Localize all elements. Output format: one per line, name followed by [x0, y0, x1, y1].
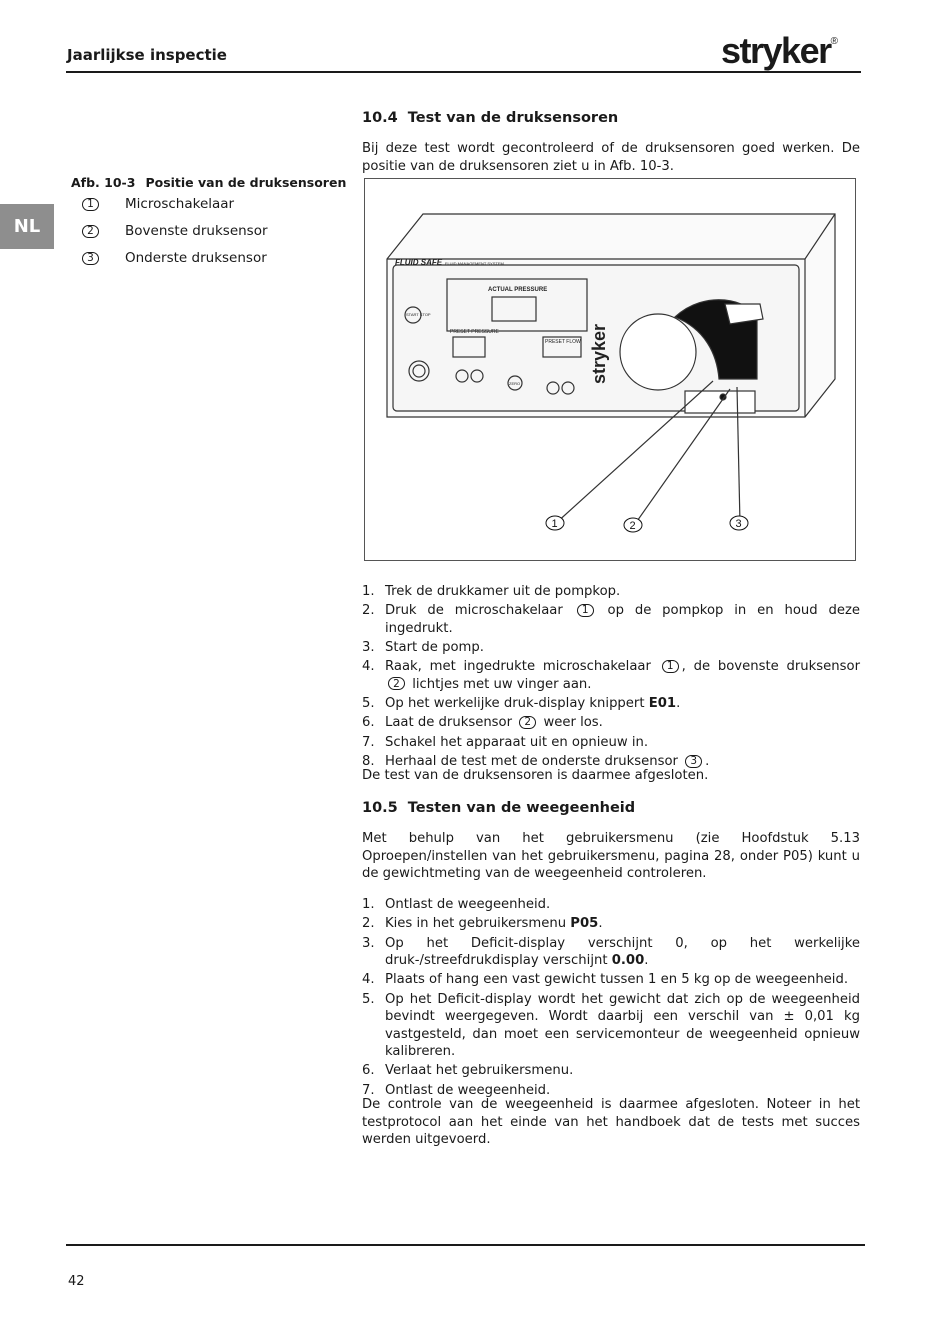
list-item [362, 602, 860, 637]
step-number: 6. [362, 1063, 375, 1079]
step-text [385, 935, 860, 970]
section-intro: Bij deze test wordt gecontroleerd of de druksensoren goed werken. De positie van de druksensoren ziet u in Afb. 10-3. [362, 141, 860, 174]
menu-code: P05 [570, 916, 599, 932]
language-tab-label: NL [13, 216, 41, 237]
language-tab [0, 204, 54, 249]
step-number: 3. [362, 935, 375, 951]
step-number: 4. [362, 659, 375, 675]
device-brand: FLUID SAFE [395, 258, 443, 267]
preset-flow-label: PRESET FLOW [545, 339, 581, 345]
step-number: 1. [362, 584, 375, 599]
device-side-logo: stryker [589, 323, 609, 384]
step-number: 2. [362, 603, 375, 619]
step-text-part: Op het werkelijke druk-display knippert [385, 696, 645, 712]
pump-illustration [364, 178, 856, 561]
step-text: Op het Deficit-display wordt het gewicht dat zich op de weegeenheid bevindt weergegeven. Wordt daarbij een verschil van ± 0,01 kg vastgesteld, dan moet een servicemonteur de weegeenheid opnieuw kalibreren. [385, 991, 860, 1060]
step-text-part: , de bovenste druksensor [681, 659, 860, 675]
legend-label: Microschakelaar [125, 196, 235, 212]
step-text-part: weer los. [543, 715, 603, 731]
steps-10-4 [362, 583, 860, 772]
legend-label: Bovenste druksensor [125, 223, 268, 239]
callout-marker: 1 [577, 604, 594, 617]
step-text-part: op de pompkop in en houd deze ingedrukt. [385, 603, 860, 636]
step-text-part: . [705, 754, 710, 770]
step-text: Plaats of hang een vast gewicht tussen 1 en 5 kg op de weegeenheid. [385, 972, 849, 988]
section-heading-10-5 [362, 800, 635, 816]
running-header: Jaarlijkse inspectie [67, 46, 227, 64]
callout-2: 2 [629, 520, 636, 532]
callout-marker: 2 [388, 677, 405, 690]
step-text: Trek de drukkamer uit de pompkop. [385, 584, 621, 599]
figure-caption-number: Afb. 10-3 [71, 175, 136, 190]
step-text-part: Kies in het gebruikersmenu [385, 916, 567, 932]
logo-registered-mark: ® [830, 36, 837, 47]
callout-marker: 3 [685, 755, 702, 768]
list-item [362, 583, 860, 601]
legend-item [82, 196, 234, 212]
section-number: 10.5 [362, 800, 398, 816]
step-text-part: Herhaal de test met de onderste druksensor [385, 754, 678, 770]
step-text-part: . [644, 953, 649, 969]
step-number: 5. [362, 991, 375, 1007]
list-item [362, 935, 860, 970]
list-item [362, 658, 860, 693]
step-number: 1. [362, 897, 375, 912]
step-text [385, 658, 860, 693]
display-value: 0.00 [611, 953, 645, 969]
step-text [385, 695, 860, 713]
step-text: Ontlast de weegeenheid. [385, 1082, 551, 1098]
legend-label: Onderste druksensor [125, 250, 267, 266]
stryker-logo [721, 30, 836, 72]
step-number: 8. [362, 754, 375, 770]
section-number: 10.4 [362, 110, 398, 126]
callout-1: 1 [551, 518, 558, 530]
step-number: 7. [362, 1082, 375, 1098]
list-item [362, 971, 860, 989]
step-text [385, 602, 860, 637]
section-intro: Met behulp van het gebruikersmenu (zie Hoofdstuk 5.13 Oproepen/instellen van het gebruikersmenu, pagina 28, onder P05) kunt u de gewichtmeting van de weegeenheid controleren. [362, 831, 860, 881]
legend-item [82, 223, 268, 239]
step-number: 6. [362, 715, 375, 731]
callout-marker: 2 [82, 225, 99, 238]
legend-item [82, 250, 267, 266]
section-closing: De test van de druksensoren is daarmee afgesloten. [362, 768, 709, 783]
step-text [385, 915, 860, 933]
section-heading-10-4 [362, 110, 618, 126]
zero-label: ZERO [509, 381, 521, 386]
list-item [362, 734, 860, 752]
callout-marker: 1 [82, 198, 99, 211]
step-text-part: . [598, 916, 603, 932]
step-text: Start de pomp. [385, 640, 484, 656]
list-item [362, 639, 860, 657]
figure-caption [71, 175, 346, 190]
callout-marker: 3 [82, 252, 99, 265]
list-item [362, 714, 860, 732]
list-item [362, 695, 860, 713]
header-rule [66, 71, 861, 73]
section-title: Test van de druksensoren [407, 110, 619, 126]
list-item [362, 991, 860, 1061]
footer-rule [66, 1244, 865, 1246]
callout-marker: 1 [662, 660, 679, 673]
step-text: Ontlast de weegeenheid. [385, 897, 551, 912]
list-item [362, 896, 860, 914]
step-number: 7. [362, 734, 375, 750]
pump-drawing [365, 179, 855, 560]
steps-10-5 [362, 896, 860, 1101]
callout-3: 3 [735, 518, 742, 530]
device-brand-sub: FLUID MANAGEMENT SYSTEM [445, 261, 504, 266]
step-text-part: Op het Deficit-display verschijnt 0, op het werkelijke druk-/streefdrukdisplay verschijnt [385, 935, 860, 969]
step-number: 5. [362, 696, 375, 712]
step-text-part: lichtjes met uw vinger aan. [412, 676, 592, 692]
page-number: 42 [68, 1274, 85, 1289]
figure-caption-title: Positie van de druksensoren [145, 175, 347, 190]
callout-marker: 2 [519, 716, 536, 729]
step-text: Schakel het apparaat uit en opnieuw in. [385, 734, 649, 750]
list-item [362, 1062, 860, 1080]
step-text-part: Druk de microschakelaar [385, 603, 563, 619]
step-number: 2. [362, 916, 375, 932]
actual-pressure-label: ACTUAL PRESSURE [488, 287, 548, 293]
display-code: E01 [648, 696, 677, 712]
logo-text: stryker [721, 30, 831, 71]
section-closing: De controle van de weegeenheid is daarmee afgesloten. Noteer in het testprotocol aan het einde van het handboek dat de tests met succes werden uitgevoerd. [362, 1097, 860, 1147]
step-text-part: Laat de druksensor [385, 715, 513, 731]
list-item [362, 915, 860, 933]
step-text-part: Raak, met ingedrukte microschakelaar [385, 659, 651, 675]
step-number: 4. [362, 972, 375, 988]
section-title: Testen van de weegeenheid [407, 800, 636, 816]
start-stop-label: START STOP [406, 312, 431, 317]
preset-pressure-label: PRESET PRESSURE [450, 329, 499, 335]
step-text-part: . [676, 696, 681, 712]
step-text [385, 714, 860, 732]
step-text: Verlaat het gebruikersmenu. [385, 1063, 574, 1079]
step-number: 3. [362, 640, 375, 656]
